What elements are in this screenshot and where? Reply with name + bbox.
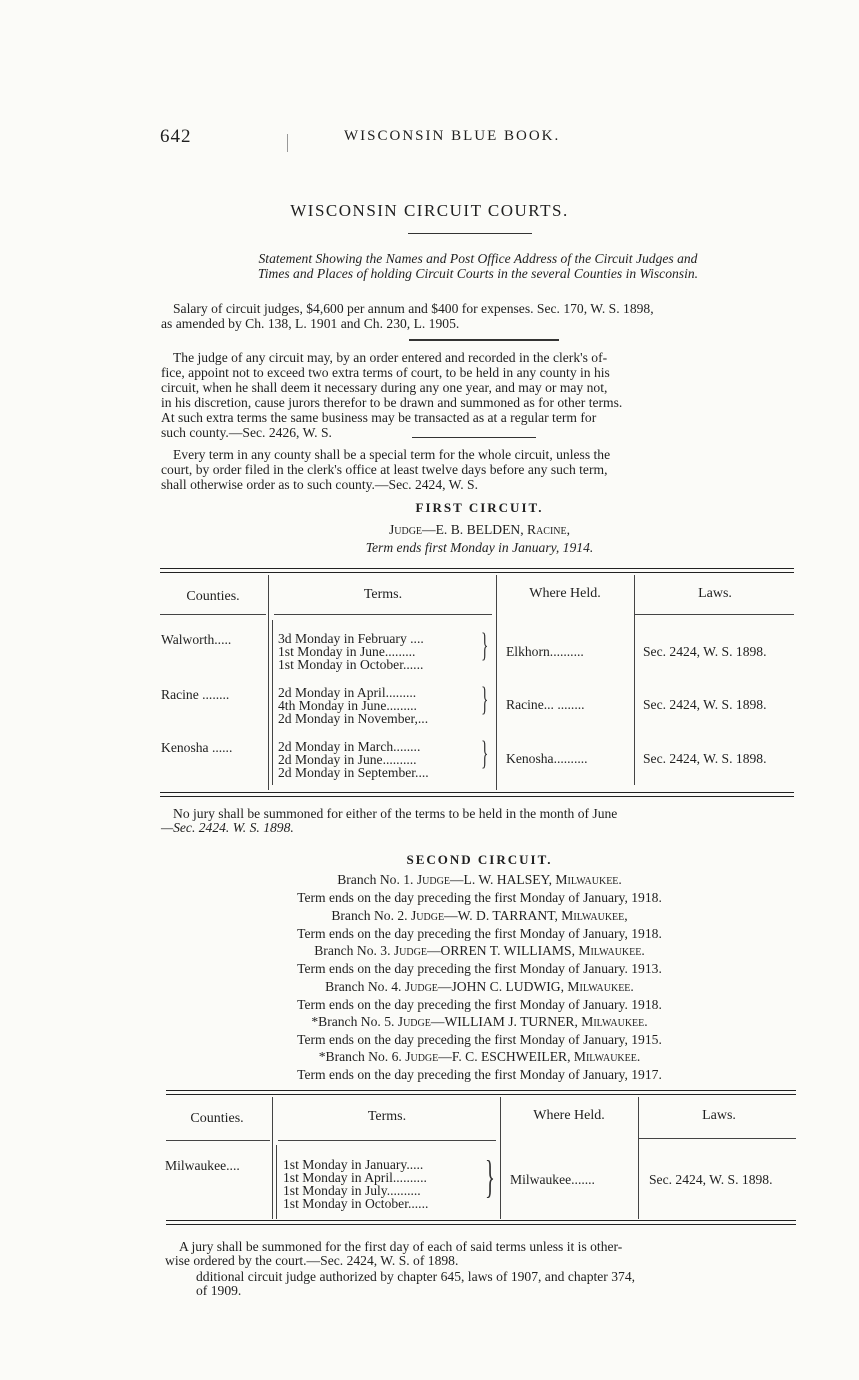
branch-3-judge [0, 942, 859, 960]
extra-terms-rule [412, 437, 536, 438]
statement-line-1: Statement Showing the Names and Post Office Address of the Circuit Judges and [258, 251, 698, 266]
statement [158, 251, 798, 281]
branch-6-judge [0, 1048, 859, 1066]
first-row-3-laws: Sec. 2424, W. S. 1898. [643, 751, 767, 766]
salary-rule [409, 339, 559, 341]
first-row-2-where: Racine... ........ [506, 697, 585, 712]
salary-line-2: as amended by Ch. 138, L. 1901 and Ch. 230, L. 1905. [161, 316, 460, 331]
extra-terms-paragraph [161, 350, 795, 440]
second-circuit-note [165, 1240, 805, 1268]
second-table-top-rule [166, 1090, 796, 1095]
first-row-2-brace: } [481, 681, 489, 718]
first-note-line-1: No jury shall be summoned for either of the terms to be held in the month of June [173, 806, 618, 821]
branch-4-judge [0, 978, 859, 996]
first-table-col-divider-1 [268, 575, 269, 790]
statement-line-2: Times and Places of holding Circuit Courts in the several Counties in Wisconsin. [257, 266, 699, 281]
second-row-term-4: 1st Monday in October...... [283, 1196, 429, 1211]
first-header-rule-3 [634, 614, 794, 615]
extra-terms-line-6: such county.—Sec. 2426, W. S. [161, 425, 332, 440]
first-row-1-where: Elkhorn.......... [506, 644, 584, 659]
first-row-2-term-2: 4th Monday in June......... [278, 698, 417, 713]
second-header-laws: Laws. [702, 1108, 736, 1123]
branch-6-judge-name: Judge—F. C. ESCHWEILER, Milwaukee. [405, 1049, 641, 1064]
branch-6-term: Term ends on the day preceding the first Monday of January, 1917. [297, 1067, 662, 1082]
footnote-line-2: of 1909. [196, 1283, 242, 1298]
extra-terms-line-2: fice, appoint not to exceed two extra terms of court, to be held in any county in his [161, 365, 610, 380]
branch-6-label: *Branch No. 6. [318, 1049, 402, 1064]
first-header-terms: Terms. [363, 587, 403, 602]
second-table-col-divider-1 [272, 1097, 273, 1219]
branch-5-term: Term ends on the day preceding the first Monday of January, 1915. [297, 1032, 662, 1047]
first-row-3-term-2: 2d Monday in June.......... [278, 752, 417, 767]
branch-4-judge-name: Judge—JOHN C. LUDWIG, Milwaukee. [404, 979, 634, 994]
footnote-line-1: dditional circuit judge authorized by chapter 645, laws of 1907, and chapter 374, [196, 1269, 636, 1284]
salary-paragraph [161, 301, 795, 331]
second-circuit-heading: SECOND CIRCUIT. [406, 852, 553, 867]
branch-1-judge [0, 871, 859, 889]
first-table-col-divider-3 [634, 575, 635, 785]
first-header-rule-2 [274, 614, 492, 615]
branch-3-judge-name: Judge—ORREN T. WILLIAMS, Milwaukee. [393, 943, 645, 958]
first-circuit-term: Term ends first Monday in January, 1914. [365, 540, 594, 555]
second-row-term-1: 1st Monday in January..... [283, 1157, 424, 1172]
section-title: WISCONSIN CIRCUIT COURTS. [290, 201, 569, 220]
special-term-line-2: court, by order filed in the clerk's office at least twelve days before any such term, [161, 462, 608, 477]
branch-footnote [196, 1270, 806, 1298]
running-head: WISCONSIN BLUE BOOK. [344, 128, 561, 144]
second-note-line-2: wise ordered by the court.—Sec. 2424, W. S. of 1898. [165, 1253, 459, 1268]
first-row-1-term-1: 3d Monday in February .... [278, 631, 424, 646]
first-header-rule-1 [160, 614, 266, 615]
second-row-county: Milwaukee.... [165, 1158, 240, 1173]
branch-4-label: Branch No. 4. [325, 979, 402, 994]
branch-5-judge [0, 1013, 859, 1031]
first-terms-inner-divider [272, 620, 273, 785]
first-circuit-judge: Judge—E. B. BELDEN, Racine, [388, 522, 571, 537]
first-header-laws: Laws. [698, 586, 732, 601]
first-table-top-rule [160, 568, 794, 573]
first-row-1-brace: } [481, 627, 489, 664]
branch-1-term: Term ends on the day preceding the first Monday of January, 1918. [297, 890, 662, 905]
title-rule [408, 233, 532, 234]
branch-5-label: *Branch No. 5. [311, 1014, 395, 1029]
first-header-where: Where Held. [529, 586, 601, 601]
second-header-where: Where Held. [533, 1108, 605, 1123]
second-header-terms: Terms. [367, 1109, 407, 1124]
first-row-2-laws: Sec. 2424, W. S. 1898. [643, 697, 767, 712]
second-table-col-divider-3 [638, 1097, 639, 1219]
second-row-laws: Sec. 2424, W. S. 1898. [649, 1172, 773, 1187]
first-circuit-note [161, 807, 801, 835]
second-note-line-1: A jury shall be summoned for the first day of each of said terms unless it is other- [179, 1239, 623, 1254]
first-row-1-term-3: 1st Monday in October...... [278, 657, 424, 672]
second-header-rule-2 [278, 1140, 496, 1141]
special-term-paragraph [161, 447, 795, 492]
first-row-2-county: Racine ........ [161, 687, 230, 702]
special-term-line-1: Every term in any county shall be a special term for the whole circuit, unless the [173, 447, 611, 462]
first-row-1-county: Walworth..... [161, 632, 232, 647]
branch-2-term: Term ends on the day preceding the first Monday of January, 1918. [297, 926, 662, 941]
first-row-3-term-1: 2d Monday in March........ [278, 739, 421, 754]
second-row-where: Milwaukee....... [510, 1172, 595, 1187]
first-row-3-where: Kenosha.......... [506, 751, 588, 766]
extra-terms-line-1: The judge of any circuit may, by an order entered and recorded in the clerk's of- [173, 350, 608, 365]
branch-4-term: Term ends on the day preceding the first Monday of January. 1918. [297, 997, 662, 1012]
margin-mark [287, 134, 288, 152]
second-header-rule-1 [166, 1140, 270, 1141]
second-header-rule-3 [638, 1138, 796, 1139]
second-row-term-3: 1st Monday in July.......... [283, 1183, 421, 1198]
first-header-counties: Counties. [186, 589, 240, 604]
second-row-brace: } [485, 1151, 495, 1202]
first-row-3-county: Kenosha ...... [161, 740, 233, 755]
extra-terms-line-4: in his discretion, cause jurors therefor to be drawn and summoned as for other terms. [161, 395, 623, 410]
second-terms-inner-divider [276, 1145, 277, 1219]
second-header-counties: Counties. [190, 1111, 244, 1126]
branch-2-label: Branch No. 2. [331, 908, 408, 923]
first-row-1-term-2: 1st Monday in June......... [278, 644, 416, 659]
first-table-col-divider-2 [496, 575, 497, 790]
first-row-3-brace: } [481, 735, 489, 772]
branch-1-label: Branch No. 1. [337, 872, 414, 887]
first-table-bottom-rule [160, 792, 794, 797]
branch-1-judge-name: Judge—L. W. HALSEY, Milwaukee. [416, 872, 622, 887]
second-row-term-2: 1st Monday in April.......... [283, 1170, 427, 1185]
branch-3-label: Branch No. 3. [314, 943, 391, 958]
first-row-2-term-3: 2d Monday in November,... [278, 711, 429, 726]
first-circuit-heading: FIRST CIRCUIT. [415, 500, 544, 515]
first-note-line-2: —Sec. 2424. W. S. 1898. [161, 820, 294, 835]
second-table-col-divider-2 [500, 1097, 501, 1219]
branch-2-judge-name: Judge—W. D. TARRANT, Milwaukee, [410, 908, 628, 923]
branch-3-term: Term ends on the day preceding the first Monday of January. 1913. [297, 961, 662, 976]
page-number: 642 [160, 126, 192, 147]
first-row-2-term-1: 2d Monday in April......... [278, 685, 417, 700]
branch-5-judge-name: Judge—WILLIAM J. TURNER, Milwaukee. [397, 1014, 648, 1029]
salary-line-1: Salary of circuit judges, $4,600 per annum and $400 for expenses. Sec. 170, W. S. 1898, [173, 301, 654, 316]
extra-terms-line-3: circuit, when he shall deem it necessary during any one year, and may or may not, [161, 380, 608, 395]
branch-2-judge [0, 907, 859, 925]
second-table-bottom-rule [166, 1220, 796, 1225]
first-row-3-term-3: 2d Monday in September.... [278, 765, 429, 780]
first-row-1-laws: Sec. 2424, W. S. 1898. [643, 644, 767, 659]
special-term-line-3: shall otherwise order as to such county.—Sec. 2424, W. S. [161, 477, 479, 492]
extra-terms-line-5: At such extra terms the same business may be transacted as at a regular term for [161, 410, 597, 425]
